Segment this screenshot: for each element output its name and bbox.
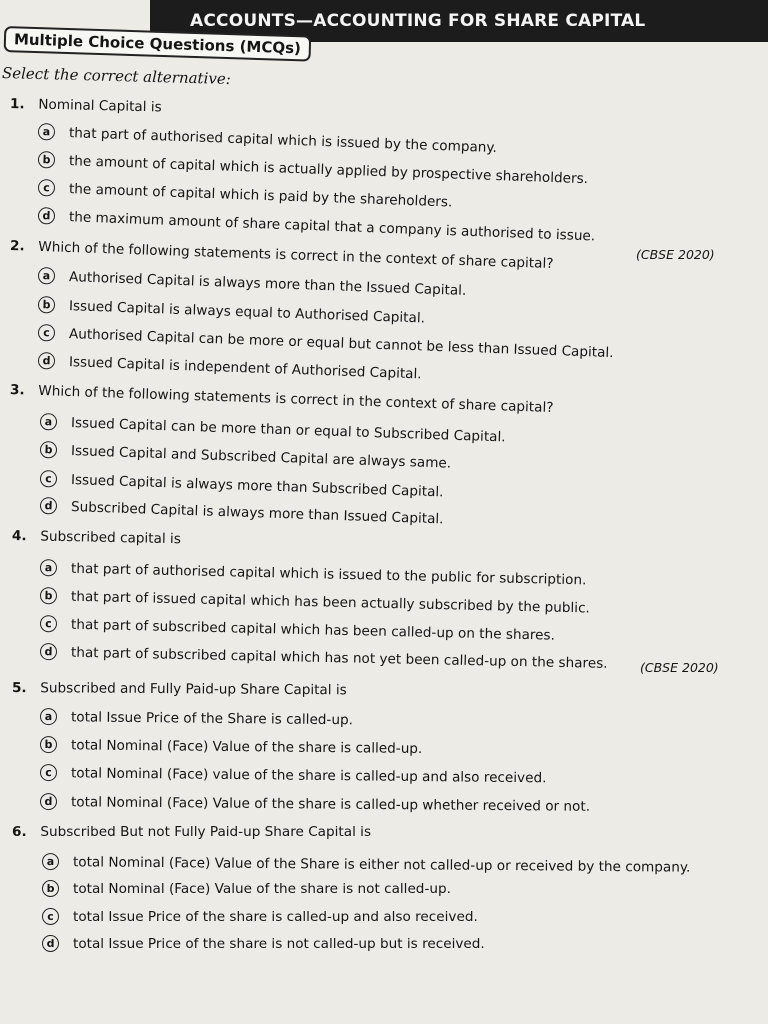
- option-letter: d: [40, 793, 57, 810]
- option-text: total Nominal (Face) Value of the share is not called-up.: [73, 880, 451, 897]
- option-letter: a: [38, 123, 56, 141]
- option-text: Subscribed Capital is always more than Issued Capital.: [70, 498, 444, 527]
- option-text: Authorised Capital is always more than the Issued Capital.: [68, 268, 467, 299]
- chapter-title: ACCOUNTS—ACCOUNTING FOR SHARE CAPITAL: [190, 11, 646, 31]
- option-3b[interactable]: [40, 441, 452, 472]
- option-text: total Nominal (Face) Value of the Share is either not called-up or received by the company.: [72, 853, 691, 876]
- option-text: Issued Capital is independent of Authorised Capital.: [68, 353, 422, 382]
- question-5: [12, 680, 347, 698]
- source-tag-4: (CBSE 2020): [640, 660, 719, 675]
- option-text: the amount of capital which is actually applied by prospective shareholders.: [68, 152, 589, 187]
- option-letter: d: [38, 352, 56, 370]
- option-2a[interactable]: [38, 267, 467, 299]
- option-letter: d: [40, 497, 58, 515]
- option-3c[interactable]: [40, 470, 444, 500]
- option-letter: a: [40, 559, 57, 576]
- option-4c[interactable]: [40, 615, 555, 644]
- question-number: 6.: [12, 824, 27, 840]
- option-letter: a: [40, 708, 57, 725]
- question-number: 4.: [11, 528, 27, 545]
- option-letter: c: [42, 908, 59, 925]
- option-letter: b: [40, 441, 58, 459]
- option-letter: b: [40, 736, 57, 753]
- option-text: Issued Capital can be more than or equal to Subscribed Capital.: [70, 414, 506, 445]
- option-letter: d: [42, 935, 59, 952]
- option-letter: d: [38, 207, 56, 225]
- option-1a[interactable]: [38, 123, 497, 156]
- option-letter: a: [40, 413, 58, 431]
- option-text: that part of subscribed capital which has been called-up on the shares.: [70, 616, 556, 644]
- option-letter: c: [40, 615, 57, 632]
- option-6b[interactable]: [42, 880, 451, 897]
- option-text: Authorised Capital can be more or equal but cannot be less than Issued Capital.: [68, 325, 614, 361]
- question-text: Which of the following statements is correct in the context of share capital?: [38, 382, 554, 417]
- option-2d[interactable]: [38, 352, 422, 382]
- section-badge: Multiple Choice Questions (MCQs): [4, 26, 312, 62]
- question-text: Subscribed But not Fully Paid-up Share Capital is: [40, 824, 372, 840]
- option-text: that part of authorised capital which is issued by the company.: [68, 124, 498, 156]
- option-3d[interactable]: [40, 497, 444, 527]
- option-1c[interactable]: [38, 179, 453, 210]
- question-3: [10, 382, 554, 416]
- option-letter: b: [38, 296, 56, 314]
- option-6a[interactable]: [42, 853, 690, 876]
- option-text: the amount of capital which is paid by the shareholders.: [68, 180, 453, 210]
- option-letter: a: [42, 853, 59, 870]
- question-2: [10, 238, 554, 272]
- option-text: total Nominal (Face) Value of the share is called-up whether received or not.: [70, 793, 591, 815]
- option-4b[interactable]: [40, 587, 590, 616]
- option-5a[interactable]: [40, 708, 353, 728]
- question-number: 3.: [9, 382, 25, 399]
- option-1d[interactable]: [38, 207, 596, 244]
- question-1: [10, 96, 162, 115]
- source-tag-1: (CBSE 2020): [636, 247, 715, 262]
- question-4: [12, 528, 181, 547]
- option-text: that part of authorised capital which is issued to the public for subscription.: [70, 560, 587, 588]
- option-letter: b: [42, 880, 59, 897]
- option-text: that part of issued capital which has been actually subscribed by the public.: [70, 588, 591, 616]
- option-letter: b: [38, 151, 56, 169]
- option-text: the maximum amount of share capital that a company is authorised to issue.: [68, 208, 596, 244]
- option-5d[interactable]: [40, 793, 590, 815]
- option-letter: c: [38, 179, 56, 197]
- option-letter: a: [38, 267, 56, 285]
- option-letter: c: [40, 470, 58, 488]
- option-text: total Nominal (Face) value of the share is called-up and also received.: [70, 764, 547, 786]
- option-letter: d: [40, 643, 57, 660]
- question-text: Which of the following statements is correct in the context of share capital?: [38, 238, 554, 273]
- option-6d[interactable]: [42, 935, 485, 952]
- option-4a[interactable]: [40, 559, 587, 588]
- question-6: [12, 824, 371, 840]
- option-letter: b: [40, 587, 57, 604]
- question-number: 1.: [9, 96, 25, 113]
- option-text: total Issue Price of the share is called-up and also received.: [73, 908, 478, 925]
- option-5c[interactable]: [40, 764, 547, 786]
- option-3a[interactable]: [40, 413, 506, 445]
- option-text: total Nominal (Face) Value of the share is called-up.: [70, 736, 423, 757]
- question-text: Subscribed capital is: [40, 528, 182, 548]
- option-text: Issued Capital is always equal to Authorised Capital.: [68, 297, 426, 327]
- question-text: Subscribed and Fully Paid-up Share Capital is: [40, 680, 347, 699]
- option-text: total Issue Price of the Share is called-up.: [70, 708, 354, 728]
- option-text: Issued Capital and Subscribed Capital are always same.: [70, 442, 452, 472]
- option-4d[interactable]: [40, 643, 608, 672]
- section-instruction: Select the correct alternative:: [1, 64, 232, 88]
- question-number: 2.: [9, 238, 25, 255]
- option-text: Issued Capital is always more than Subscribed Capital.: [70, 471, 444, 500]
- option-letter: c: [40, 764, 57, 781]
- option-text: total Issue Price of the share is not called-up but is received.: [73, 935, 485, 952]
- option-5b[interactable]: [40, 736, 422, 757]
- question-text: Nominal Capital is: [38, 96, 162, 116]
- option-6c[interactable]: [42, 908, 478, 925]
- option-2b[interactable]: [38, 296, 426, 327]
- option-letter: c: [38, 324, 56, 342]
- option-text: that part of subscribed capital which has not yet been called-up on the shares.: [70, 644, 608, 672]
- question-number: 5.: [11, 680, 27, 697]
